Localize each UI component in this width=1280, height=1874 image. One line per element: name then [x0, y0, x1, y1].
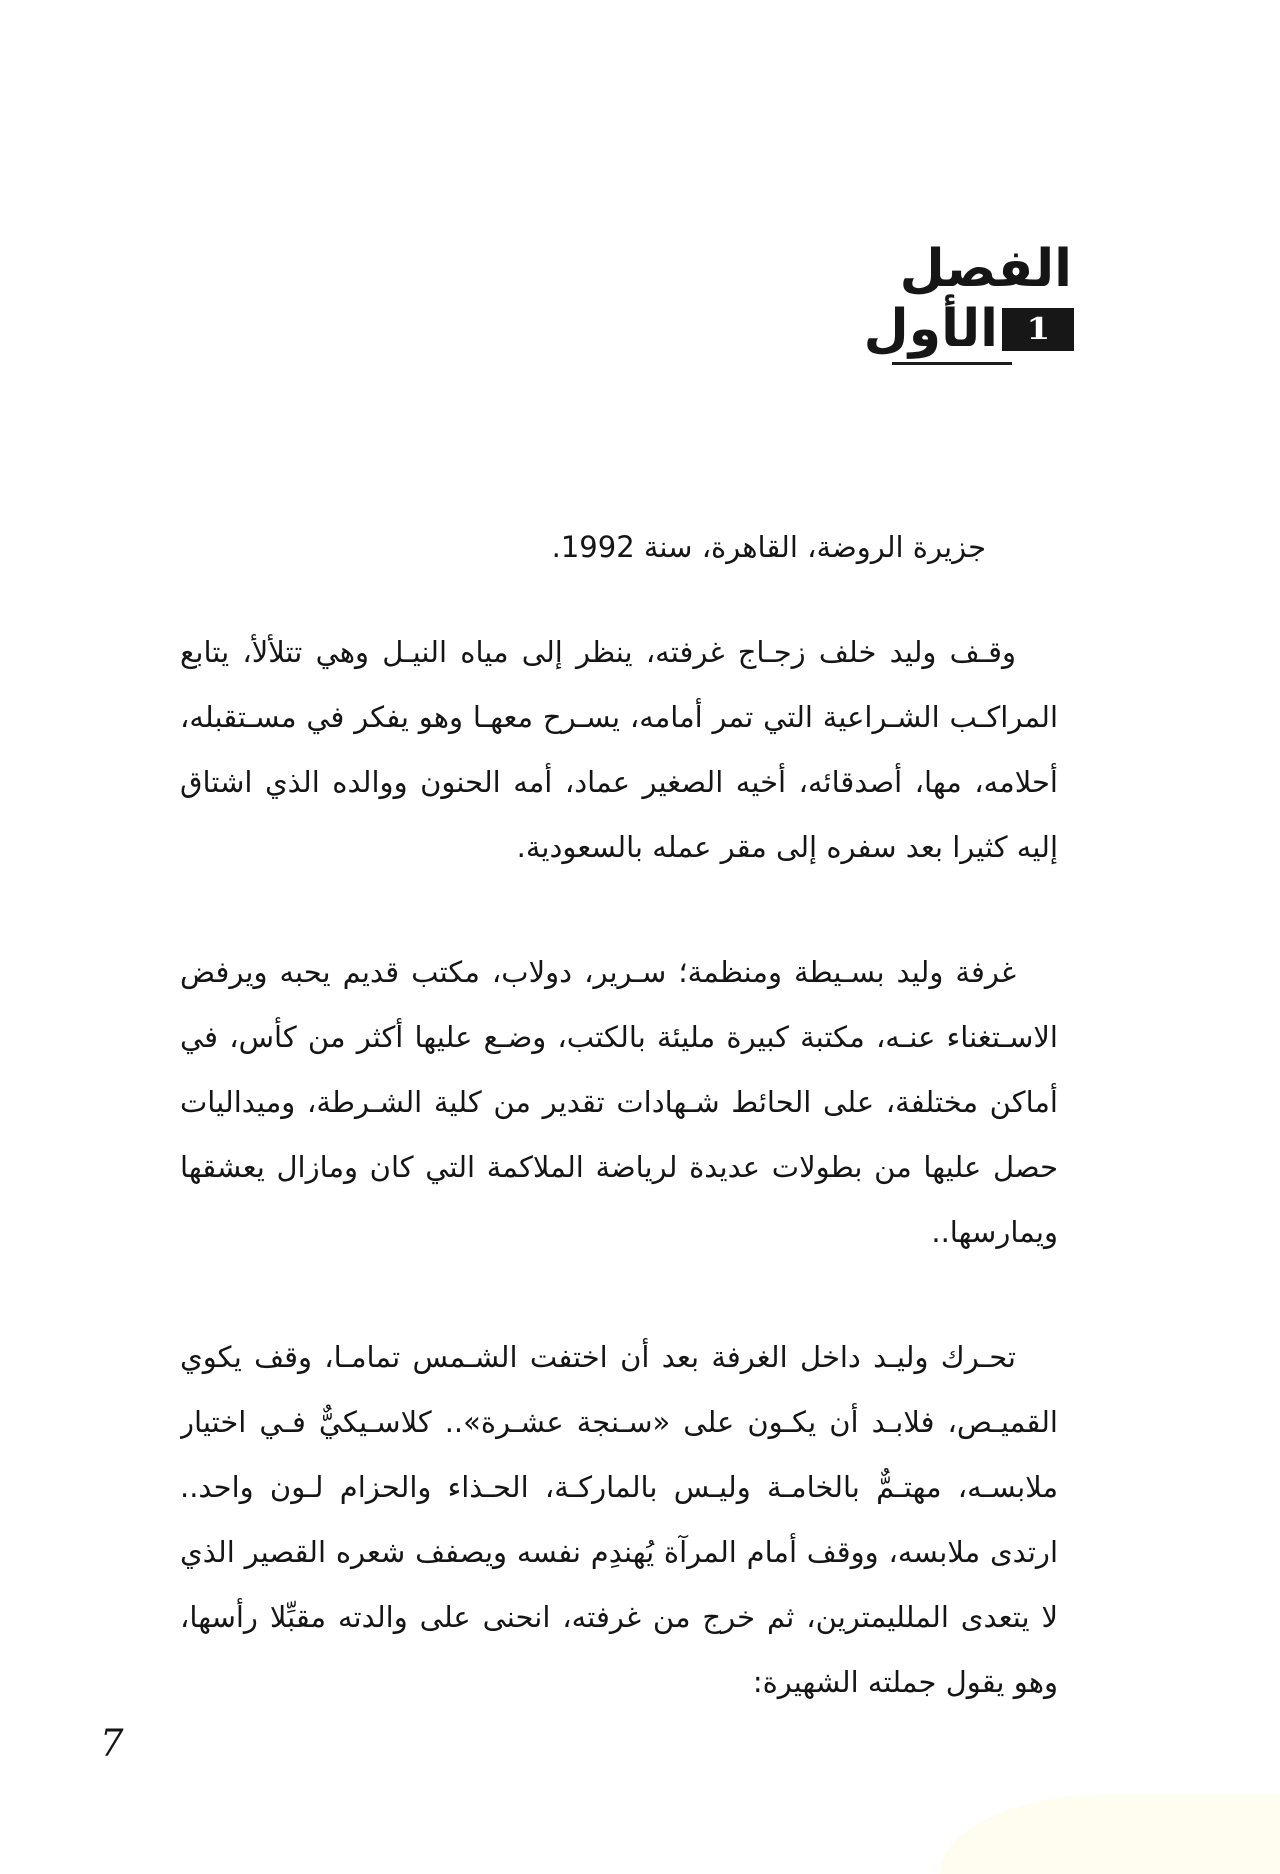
page-number: 7 — [100, 1722, 124, 1765]
paragraph — [180, 940, 1058, 1265]
text-line: ويمارسها.. — [931, 1215, 1058, 1249]
text-line: جزيرة الروضة، القاهرة، سنة 1992. — [551, 530, 986, 564]
text-line: وقـف وليد خلف زجـاج غرفته، ينظر إلى مياه النيـل وهي تتلألأ، يتابع — [180, 635, 1016, 669]
chapter-heading-word-top: الفصل — [899, 239, 1072, 299]
text-line: أماكن مختلفة، على الحائط شـهادات تقدير من كلية الشـرطة، وميداليات — [180, 1085, 1058, 1119]
text-line: أحلامه، مها، أصدقائه، أخيه الصغير عماد، أمه الحنون ووالده الذي اشتاق — [180, 765, 1058, 799]
text-line: حصل عليها من بطولات عديدة لرياضة الملاكمة التي كان ومازال يعشقها — [180, 1150, 1058, 1184]
chapter-number: 1 — [1025, 311, 1051, 347]
text-line: الاسـتغناء عنـه، مكتبة كبيرة مليئة بالكتب، وضـع عليها أكثر من كأس، في — [180, 1020, 1058, 1054]
chapter-heading-underline — [892, 362, 1012, 365]
paragraph — [180, 515, 1058, 580]
text-line: القميـص، فلابـد أن يكـون على «سـنجة عشـرة».. كلاسـيكيٌّ فـي اختيار — [180, 1405, 1058, 1439]
paragraph — [180, 620, 1058, 880]
text-line: وهو يقول جملته الشهيرة: — [752, 1665, 1058, 1699]
chapter-heading — [842, 240, 1074, 372]
text-line: غرفة وليد بسـيطة ومنظمة؛ سـرير، دولاب، مكتب قديم يحبه ويرفض — [180, 955, 1016, 989]
text-line: تحـرك وليـد داخل الغرفة بعد أن اختفت الشـمس تمامـا، وقف يكوي — [180, 1340, 1016, 1374]
text-line: إليه كثيرا بعد سفره إلى مقر عمله بالسعودية. — [516, 830, 1058, 864]
chapter-heading-word-bottom: الأول — [863, 299, 998, 359]
chapter-number-box — [1002, 308, 1074, 351]
text-line: المراكـب الشـراعية التي تمر أمامه، يسـرح معهـا وهو يفكر في مسـتقبله، — [180, 700, 1058, 734]
chapter-heading-row — [842, 299, 1074, 359]
paragraph — [180, 1325, 1058, 1715]
text-line: ملابسـه، مهتـمٌّ بالخامـة وليـس بالماركـة، الحـذاء والحزام لـون واحد.. — [180, 1470, 1058, 1504]
body-text — [180, 515, 1058, 1775]
text-line: ارتدى ملابسه، ووقف أمام المرآة يُهندِم نفسه ويصفف شعره القصير الذي — [180, 1535, 1058, 1569]
text-line: لا يتعدى الملليمترين، ثم خرج من غرفته، انحنى على والدته مقبِّلا رأسها، — [180, 1600, 1058, 1634]
page-curl-artifact — [940, 1794, 1280, 1874]
